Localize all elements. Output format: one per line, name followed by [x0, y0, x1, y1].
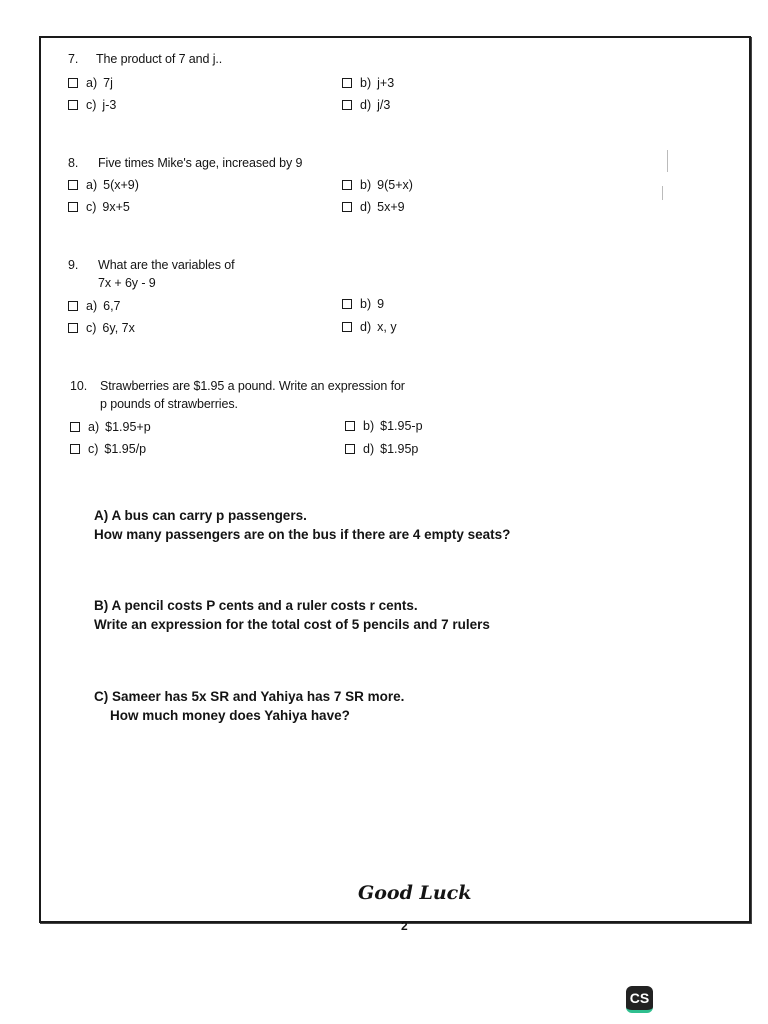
- option-9c[interactable]: c) 6y, 7x: [68, 321, 135, 335]
- checkbox[interactable]: [342, 78, 352, 88]
- option-9d[interactable]: d) x, y: [342, 320, 397, 334]
- question-number: 9.: [68, 258, 79, 272]
- checkbox[interactable]: [68, 323, 78, 333]
- checkbox[interactable]: [342, 180, 352, 190]
- question-number: 7.: [68, 52, 79, 66]
- question-7: [68, 52, 222, 66]
- checkbox[interactable]: [68, 180, 78, 190]
- option-9a[interactable]: a) 6,7: [68, 299, 121, 313]
- option-8a[interactable]: a) 5(x+9): [68, 178, 139, 192]
- checkbox[interactable]: [70, 422, 80, 432]
- question-number: 10.: [70, 379, 88, 393]
- option-10c[interactable]: c) $1.95/p: [70, 442, 146, 456]
- checkbox[interactable]: [345, 421, 355, 431]
- question-9-expression: 7x + 6y - 9: [98, 276, 156, 290]
- question-text: The product of 7 and j..: [96, 52, 223, 66]
- page-number: 2: [401, 919, 408, 933]
- option-8d[interactable]: d) 5x+9: [342, 200, 405, 214]
- camscanner-logo-icon: CS: [626, 986, 653, 1013]
- question-10-line2: p pounds of strawberries.: [100, 397, 238, 411]
- option-8c[interactable]: c) 9x+5: [68, 200, 130, 214]
- question-text: Strawberries are $1.95 a pound. Write an expression for: [100, 379, 405, 393]
- option-7c[interactable]: c) j-3: [68, 98, 116, 112]
- checkbox[interactable]: [345, 444, 355, 454]
- option-10a[interactable]: a) $1.95+p: [70, 420, 151, 434]
- option-7a[interactable]: a) 7j: [68, 76, 113, 90]
- checkbox[interactable]: [70, 444, 80, 454]
- question-10: [70, 379, 405, 393]
- word-problem-a: A) A bus can carry p passengers. How many passengers are on the bus if there are 4 empty seats?: [94, 508, 511, 542]
- word-problem-b: B) A pencil costs P cents and a ruler costs r cents. Write an expression for the total cost of 5 pencils and 7 rulers: [94, 598, 490, 632]
- option-10b[interactable]: b) $1.95-p: [345, 419, 423, 433]
- question-8: [68, 156, 302, 170]
- checkbox[interactable]: [68, 78, 78, 88]
- question-9: [68, 258, 234, 272]
- checkbox[interactable]: [68, 202, 78, 212]
- question-text: Five times Mike's age, increased by 9: [98, 156, 303, 170]
- word-problem-c: C) Sameer has 5x SR and Yahiya has 7 SR more. How much money does Yahiya have?: [94, 689, 405, 723]
- option-9b[interactable]: b) 9: [342, 297, 384, 311]
- checkbox[interactable]: [68, 301, 78, 311]
- checkbox[interactable]: [68, 100, 78, 110]
- checkbox[interactable]: [342, 299, 352, 309]
- question-number: 8.: [68, 156, 79, 170]
- scan-mark: [662, 186, 663, 200]
- good-luck-text: Good Luck: [358, 882, 472, 904]
- option-7d[interactable]: d) j/3: [342, 98, 390, 112]
- checkbox[interactable]: [342, 100, 352, 110]
- checkbox[interactable]: [342, 202, 352, 212]
- question-text: What are the variables of: [98, 258, 235, 272]
- option-7b[interactable]: b) j+3: [342, 76, 394, 90]
- option-8b[interactable]: b) 9(5+x): [342, 178, 413, 192]
- checkbox[interactable]: [342, 322, 352, 332]
- option-10d[interactable]: d) $1.95p: [345, 442, 418, 456]
- scan-mark: [667, 150, 668, 172]
